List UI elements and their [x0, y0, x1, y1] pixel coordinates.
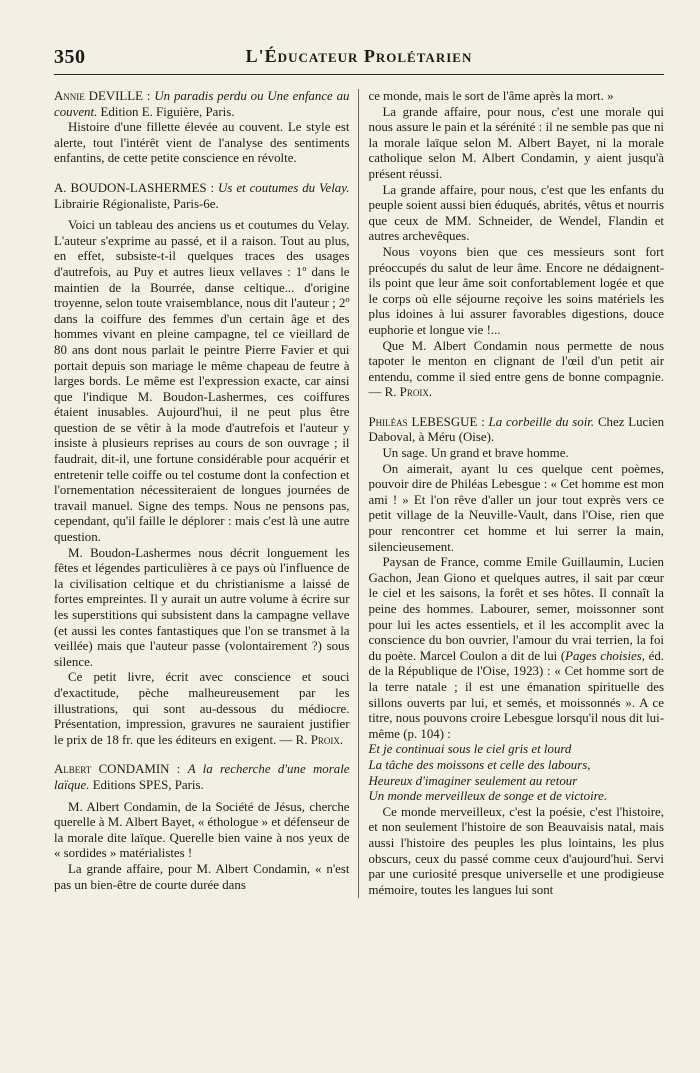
review-condamin [54, 762, 350, 893]
review-paragraph: ce monde, mais le sort de l'âme après la mort. » [368, 89, 614, 103]
review-paragraph: On aimerait, ayant lu ces quelque cent poèmes, pouvoir dire de Philéas Lebesgue : « Cet homme est mon ami ! » Et l'on rêve d'aller un jour tout exprès vers ce petit village de la Neuville-Vault, dans l'Oise, rien que pour rencontrer cet homme et lui serrer la main, silencieusement. [368, 461, 664, 554]
review-paragraph: M. Boudon-Lashermes nous décrit longuement les fêtes et légendes particulières à ce pays où l'influence de la civilisation celtique et du christianisme a laissé de fortes empreintes. Il y aurait un autre volume à écrire sur les superstitions qui subsistent dans la campagne vellave (et aussi les contes fantastiques que l'on se transmet à la veillée) mais que l'auteur passe (volontairement ?) sous silence. [54, 545, 350, 669]
review-author: A. BOUDON-LASHERMES : [54, 180, 215, 195]
review-author: Albert CONDAMIN : [54, 762, 181, 777]
review-author: Philéas LEBESGUE : [368, 414, 485, 429]
review-paragraph: Ce petit livre, écrit avec conscience et souci d'exactitude, pèche malheureusement par les illustrations, qui sont au-dessous du médiocre. Présentation, impression, gravures ne sauraient justifier le prix de 18 fr. que les éditeurs en exigent. — R. Proix. [54, 670, 350, 747]
text-columns [54, 89, 664, 898]
review-paragraph: Que M. Albert Condamin nous permette de nous tapoter le menton en clignant de l'œil d'un petit air entendu, comme il sied entre gens de bonne compagnie. — R. Proix. [368, 338, 664, 400]
review-book-title: A la recherche d'une morale laïque. [54, 762, 350, 792]
review-paragraph: M. Albert Condamin, de la Société de Jésus, cherche querelle à M. Albert Bayet, « éthologue » et défenseur de la morale dite laïque. Querelle bien vaine à nos yeux de « sordides » matérialistes ! [54, 799, 350, 861]
verse-line: Et je continuai sous le ciel gris et lourd [368, 742, 572, 757]
review-paragraph: La grande affaire, pour nous, c'est que les enfants du peuple soient aussi bien éduqués, abrités, vêtus et nourris que ceux de MM. Schneider, de Wendel, Flandin et autres archevêques. [368, 182, 664, 244]
review-publisher: Chez Lucien Daboval, à Méru (Oise). [368, 414, 665, 445]
review-deville [54, 89, 350, 167]
review-paragraph: Un sage. Un grand et brave homme. [382, 446, 569, 461]
review-lebesgue [369, 415, 665, 898]
review-boudon-lashermes [54, 181, 350, 748]
review-signature: R. Proix. [295, 732, 344, 747]
review-heading [54, 762, 350, 793]
review-publisher: Editions SPES, Paris. [92, 777, 204, 792]
review-paragraph: Histoire d'une fillette élevée au couvent. Le style est alerte, tout l'intérêt vient de l'analyse des sentiments enfantins, de cette petite conscience en révolte. [54, 120, 350, 166]
quoted-book-title: Pages choisies, [565, 648, 646, 663]
review-publisher: Edition E. Figuière, Paris. [100, 104, 235, 119]
review-book-title: La corbeille du soir. [488, 414, 595, 429]
review-book-title: Us et coutumes du Velay. [218, 180, 350, 195]
review-heading [54, 89, 350, 120]
review-paragraph: Voici un tableau des anciens us et coutumes du Velay. L'auteur s'exprime au passé, et il a raison. Tout au plus, en effet, subsiste-t-il quelques traces des usages d'autrefois, au Puy et autres lieux vellaves : 1º dans le maintien de la Bourrée, danse celtique... d'origine troyenne, selon toute vraisemblance, nous dit l'auteur ; 2º dans la coiffure des femmes d'un certain âge et des hommes vivant en pleine campagne, tel ce vieillard de 80 ans dont nous parlait le peintre Pierre Favier et qui portait depuis son mariage le même chapeau de feutre à larges bords. Le même est l'expression exacte, car ainsi que l'indique M. Boudon-Lashermes, ces coiffures étaient inusables. Aujourd'hui, il ne peut plus être question de se vêtir à la mode d'autrefois et l'auteur y insiste à plusieurs reprises au cours de son ouvrage ; il faudrait, dit-il, une fortune considérable pour acquérir et entretenir telle coiffe ou tel costume dont la confection et l'ornementation nécessiteraient de longues journées de travail manuel. Signe des temps. Nous ne pensons pas, cependant, qu'il faille le déplorer : mais c'est là une autre question. [54, 218, 350, 545]
review-paragraph: La grande affaire, pour nous, c'est une morale qui nous assure le pain et la sérénité : il ne semble pas que ni la morale laïque selon M. Albert Bayet, ni la morale catholique selon M. Albert Condamin, y aient jusqu'à présent réussi. [368, 104, 664, 181]
review-paragraph: Ce monde merveilleux, c'est la poésie, c'est l'histoire, et non seulement l'histoire de son Beauvaisis natal, mais aussi l'histoire des peuples les plus lointains, les plus obscurs, ceux du passé comme ceux d'aujourd'hui. Servi par une curiosité presque universelle et une prodigieuse mémoire, toutes les langues lui sont [368, 804, 664, 897]
review-author: Annie DEVILLE : [54, 89, 151, 103]
review-signature: R. Proix. [384, 385, 433, 400]
review-paragraph: La grande affaire, pour M. Albert Condamin, « n'est pas un bien-être de courte durée dans [54, 861, 350, 892]
review-heading [54, 181, 350, 212]
page-header [54, 44, 664, 75]
page-number: 350 [54, 46, 86, 68]
right-column [358, 89, 665, 898]
journal-title: L'Éducateur Prolétarien [245, 46, 473, 66]
review-heading [369, 415, 665, 446]
verse-line: Heureux d'imaginer seulement au retour [368, 773, 578, 788]
review-paragraph: Nous voyons bien que ces messieurs sont fort préoccupés du salut de leur âme. Encore ne dédaignent-ils point que leur âme soit confortablement logée et que le corps où elle séjourne reçoive les soins matériels les plus idoines à lui assurer favorables digestions, douce euphorie et longue vie !... [368, 244, 664, 337]
review-publisher: Librairie Régionaliste, Paris-6e. [54, 196, 219, 211]
verse-line: Un monde merveilleux de songe et de victoire. [368, 789, 608, 804]
review-book-title: Un paradis perdu ou Une enfance au couvent. [54, 89, 350, 119]
review-condamin-continued [369, 89, 665, 401]
verse-line: La tâche des moissons et celle des labours, [368, 757, 591, 772]
left-column [54, 89, 358, 898]
review-paragraph: Paysan de France, comme Emile Guillaumin, Lucien Gachon, Jean Giono et quelques autres, il sait par cœur le ciel et les saisons, la forêt et ses hôtes. Il connaît la peine des hommes. Labourer, semer, moissonner sont pour lui les actes essentiels, et il les accomplit avec la conscience du bon ouvrier, l'amour du vrai terrien, la foi du poète. Marcel Coulon a dit de lui (Pages choisies, éd. de la République de l'Oise, 1923) : « Cet homme sort de la terre natale ; il est une émanation spirituelle des sillons ouverts par lui, et semés, et moissonnés ». A ce titre, nous pouvons croire Lebesgue lorsqu'il nous dit lui-même (p. 104) : [368, 555, 664, 741]
